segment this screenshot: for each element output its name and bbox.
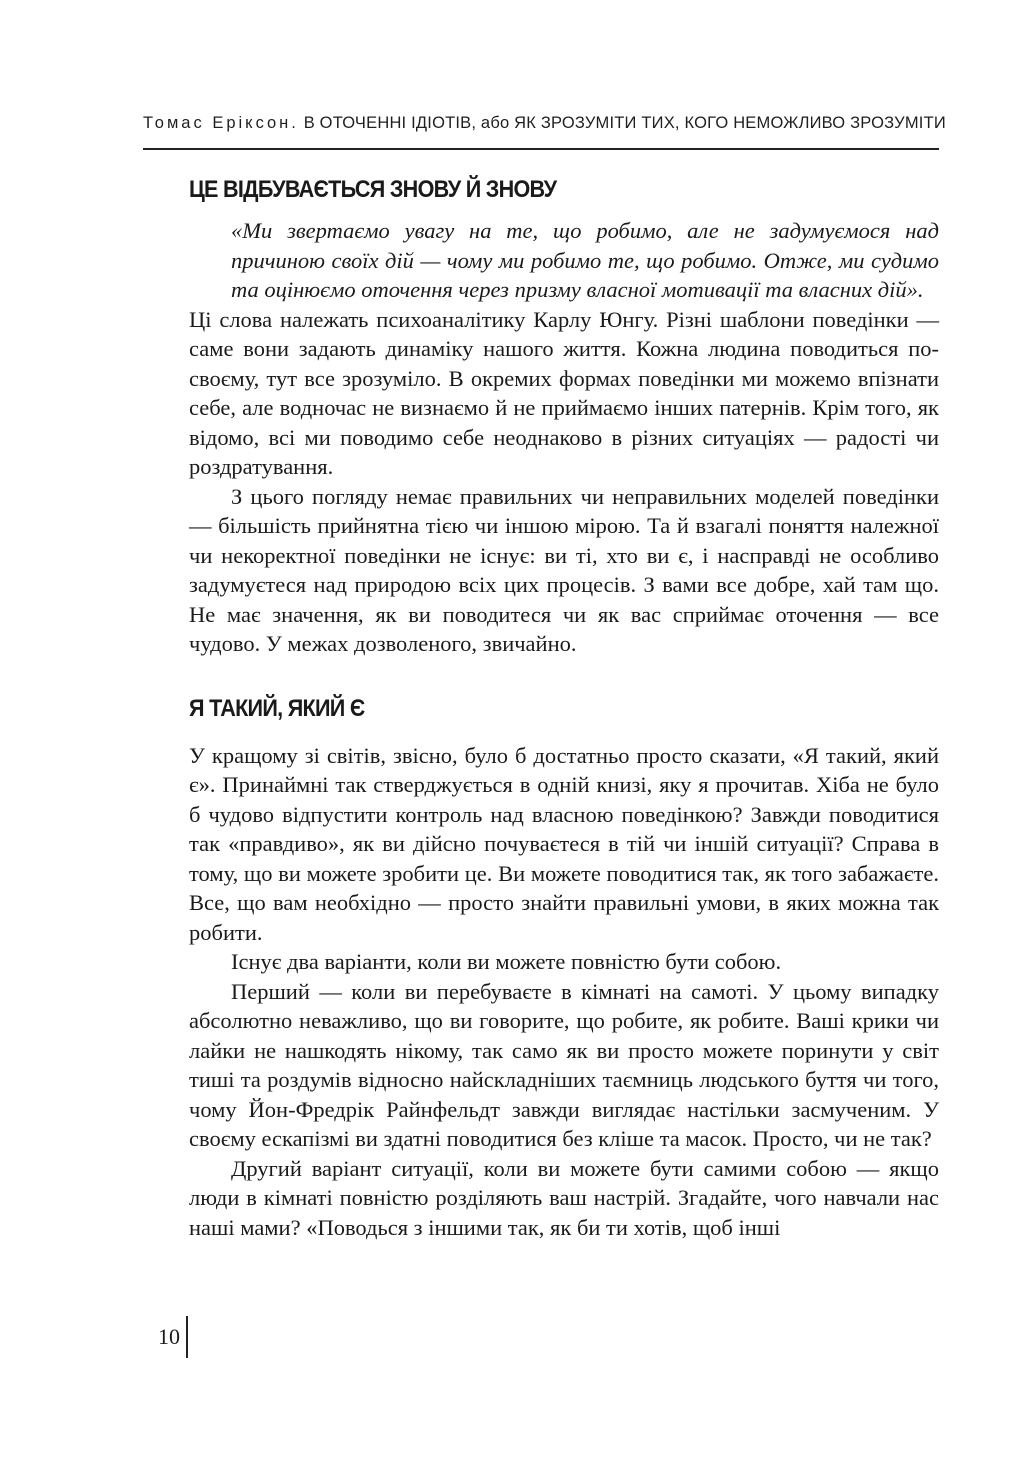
section-heading-1: ЦЕ ВІДБУВАЄТЬСЯ ЗНОВУ Й ЗНОВУ [189, 176, 557, 203]
header-author: Томас Еріксон. [143, 114, 299, 132]
page-number: 10 [158, 1324, 180, 1349]
paragraph: Ці слова належать психоаналітику Карлу Юнгу. Різні шаблони поведінки — саме вони задають динаміку нашого життя. Кожна людина поводиться по-своєму, тут все зрозуміло. В окремих формах поведінки ми можемо впізнати себе, але водночас не визнаємо й не приймаємо інших патернів. Крім того, як відомо, всі ми поводимо себе неоднаково в різних ситуаціях — радості чи роздратування. [189, 306, 939, 479]
page-number-divider [186, 1316, 188, 1358]
header-divider [143, 148, 939, 150]
jung-quote: «Ми звертаємо увагу на те, що робимо, але не задумуємося над причиною своїх дій — чому ми робимо те, що робимо. Отже, ми судимо та оцінюємо оточення через призму власної мотивації та власних дій». [231, 218, 939, 302]
running-header [143, 114, 946, 133]
paragraph: У кращому зі світів, звісно, було б достатньо просто сказати, «Я такий, який є». Принаймні так стверджується в одній книзі, яку я прочитав. Хіба не було б чудово відпустити контроль над власною поведінкою? Завжди поводитися так «правдиво», як ви дійсно почуваєтеся в тій чи іншій ситуації? Справа в тому, що ви можете зробити це. Ви можете поводитися так, як того забажаєте. Все, що вам необхідно — просто знайти правильні умови, в яких можна так робити. [189, 742, 939, 945]
paragraph: Другий варіант ситуації, коли ви можете бути самими собою — якщо люди в кімнаті повністю розділяють ваш настрій. Згадайте, чого навчали нас наші мами? «Поводься з іншими так, як би ти хотів, щоб інші [189, 1155, 939, 1240]
page-body [189, 170, 939, 1242]
paragraph: Перший — коли ви перебуваєте в кімнаті на самоті. У цьому випадку абсолютно неважливо, що ви говорите, що робите, як робите. Ваші крики чи лайки не нашкодять нікому, так само як ви просто можете поринути у світ тиші та роздумів відносно найскладніших таємниць людського буття чи того, чому Йон-Фредрік Райнфельдт завжди виглядає настільки засмученим. У своєму ескапізмі ви здатні поводитися без кліше та масок. Просто, чи не так? [189, 978, 939, 1151]
header-book-title: В ОТОЧЕННІ ІДІОТІВ, або ЯК ЗРОЗУМІТИ ТИХ, КОГО НЕМОЖЛИВО ЗРОЗУМІТИ [303, 114, 946, 132]
paragraph: З цього погляду немає правильних чи неправильних моделей поведінки — більшість прийнятна тією чи іншою мірою. Та й взагалі поняття належної чи некоректної поведінки не існує: ви ті, хто ви є, і насправді не особливо задумуєтеся над природою всіх цих процесів. З вами все добре, хай там що. Не має значення, як ви поводитеся чи як вас сприймає оточення — все чудово. У межах дозволеного, звичайно. [189, 483, 939, 656]
section-heading-2: Я ТАКИЙ, ЯКИЙ Є [189, 694, 365, 722]
paragraph: Існує два варіанти, коли ви можете повністю бути собою. [231, 949, 782, 974]
